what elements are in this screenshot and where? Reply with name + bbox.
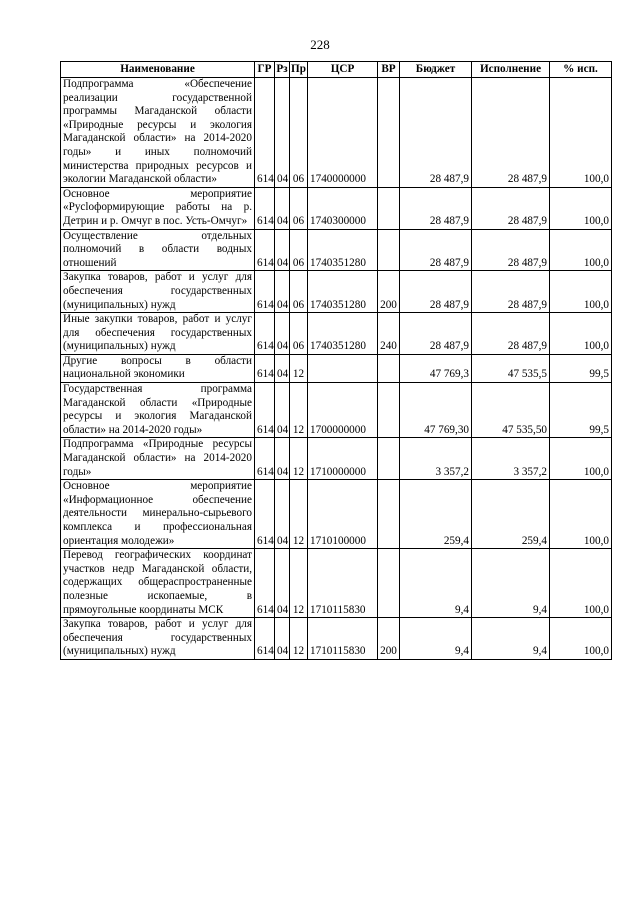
row-pr: 12 [290,549,308,618]
row-rz: 04 [275,438,290,480]
row-budget: 47 769,30 [400,383,472,438]
row-csr: 1710000000 [308,438,378,480]
header-name: Наименование [61,62,255,78]
row-gr: 614 [255,187,275,229]
row-percent: 100,0 [550,78,612,188]
row-rz: 04 [275,271,290,313]
row-budget: 47 769,3 [400,354,472,382]
row-percent: 100,0 [550,549,612,618]
table-row [61,549,612,618]
row-budget: 9,4 [400,549,472,618]
row-execution: 28 487,9 [472,229,550,271]
row-budget: 28 487,9 [400,187,472,229]
row-percent: 99,5 [550,383,612,438]
table-row [61,354,612,382]
row-rz: 04 [275,187,290,229]
header-rz: Рз [275,62,290,78]
table-row [61,78,612,188]
row-gr: 614 [255,313,275,355]
table-row [61,618,612,660]
row-budget: 28 487,9 [400,313,472,355]
row-pr: 12 [290,480,308,549]
row-vr [378,383,400,438]
row-budget: 28 487,9 [400,271,472,313]
table-row [61,187,612,229]
row-vr [378,229,400,271]
row-rz: 04 [275,229,290,271]
row-name: Основное мероприятие «Информационное обеспечение деятельности минерально-сырьевого комплекса и профессиональная ориентация молодежи» [61,480,255,549]
row-csr: 1740351280 [308,229,378,271]
row-gr: 614 [255,618,275,660]
row-execution: 259,4 [472,480,550,549]
row-name: Другие вопросы в области национальной экономики [61,354,255,382]
row-percent: 100,0 [550,271,612,313]
row-budget: 28 487,9 [400,229,472,271]
row-gr: 614 [255,78,275,188]
row-rz: 04 [275,618,290,660]
row-rz: 04 [275,383,290,438]
row-percent: 100,0 [550,313,612,355]
row-gr: 614 [255,354,275,382]
row-vr [378,480,400,549]
row-execution: 9,4 [472,549,550,618]
header-gr: ГР [255,62,275,78]
row-gr: 614 [255,229,275,271]
row-vr: 200 [378,271,400,313]
row-name: Подпрограмма «Природные ресурсы Магаданской области» на 2014-2020 годы» [61,438,255,480]
row-vr [378,354,400,382]
row-csr: 1710115830 [308,618,378,660]
table-row [61,383,612,438]
row-percent: 100,0 [550,229,612,271]
row-percent: 100,0 [550,618,612,660]
row-name: Закупка товаров, работ и услуг для обеспечения государственных (муниципальных) нужд [61,618,255,660]
row-budget: 9,4 [400,618,472,660]
row-pr: 12 [290,438,308,480]
row-name: Подпрограмма «Обеспечение реализации государственной программы Магаданской области «Природные ресурсы и экология Магаданской области» на 2014-2020 годы» и иных полномочий министерства природных ресурсов и экологии Магаданской области» [61,78,255,188]
row-budget: 259,4 [400,480,472,549]
row-vr [378,438,400,480]
row-pr: 12 [290,618,308,660]
table-row [61,271,612,313]
row-gr: 614 [255,383,275,438]
row-vr: 200 [378,618,400,660]
row-vr [378,187,400,229]
row-rz: 04 [275,78,290,188]
row-gr: 614 [255,549,275,618]
row-gr: 614 [255,271,275,313]
row-execution: 9,4 [472,618,550,660]
row-gr: 614 [255,480,275,549]
table-row [61,480,612,549]
row-percent: 100,0 [550,438,612,480]
page-number: 228 [310,37,330,52]
row-name: Осуществление отдельных полномочий в области водных отношений [61,229,255,271]
row-rz: 04 [275,480,290,549]
row-execution: 47 535,5 [472,354,550,382]
header-execution: Исполнение [472,62,550,78]
header-budget: Бюджет [400,62,472,78]
row-gr: 614 [255,438,275,480]
header-percent: % исп. [550,62,612,78]
header-csr: ЦСР [308,62,378,78]
row-pr: 06 [290,78,308,188]
row-percent: 100,0 [550,187,612,229]
row-csr: 1700000000 [308,383,378,438]
row-execution: 3 357,2 [472,438,550,480]
row-pr: 12 [290,383,308,438]
row-budget: 3 357,2 [400,438,472,480]
row-budget: 28 487,9 [400,78,472,188]
row-execution: 28 487,9 [472,78,550,188]
row-name: Иные закупки товаров, работ и услуг для обеспечения государственных (муниципальных) нужд [61,313,255,355]
row-csr: 1740300000 [308,187,378,229]
header-pr: Пр [290,62,308,78]
row-pr: 06 [290,313,308,355]
header-vr: ВР [378,62,400,78]
row-vr: 240 [378,313,400,355]
row-execution: 28 487,9 [472,271,550,313]
row-percent: 100,0 [550,480,612,549]
row-name: Перевод географических координат участков недр Магаданской области, содержащих общераспространенные полезные ископаемые, в прямоугольные координаты МСК [61,549,255,618]
row-name: Основное мероприятие «Русloформирующие работы на р. Детрин и р. Омчуг в пос. Усть-Омчуг» [61,187,255,229]
row-vr [378,78,400,188]
row-csr [308,354,378,382]
row-rz: 04 [275,549,290,618]
row-csr: 1740351280 [308,313,378,355]
table-row [61,438,612,480]
row-name: Государственная программа Магаданской области «Природные ресурсы и экология Магаданской области» на 2014-2020 годы» [61,383,255,438]
row-execution: 47 535,50 [472,383,550,438]
row-pr: 12 [290,354,308,382]
table-body [61,78,612,660]
budget-table [60,61,612,660]
row-rz: 04 [275,354,290,382]
row-csr: 1710100000 [308,480,378,549]
row-name: Закупка товаров, работ и услуг для обеспечения государственных (муниципальных) нужд [61,271,255,313]
row-execution: 28 487,9 [472,187,550,229]
row-csr: 1740351280 [308,271,378,313]
row-percent: 99,5 [550,354,612,382]
row-pr: 06 [290,187,308,229]
row-pr: 06 [290,229,308,271]
table-row [61,229,612,271]
row-csr: 1740000000 [308,78,378,188]
row-rz: 04 [275,313,290,355]
table-row [61,313,612,355]
row-vr [378,549,400,618]
row-execution: 28 487,9 [472,313,550,355]
row-pr: 06 [290,271,308,313]
header-row [61,62,612,78]
table-header [61,62,612,78]
row-csr: 1710115830 [308,549,378,618]
